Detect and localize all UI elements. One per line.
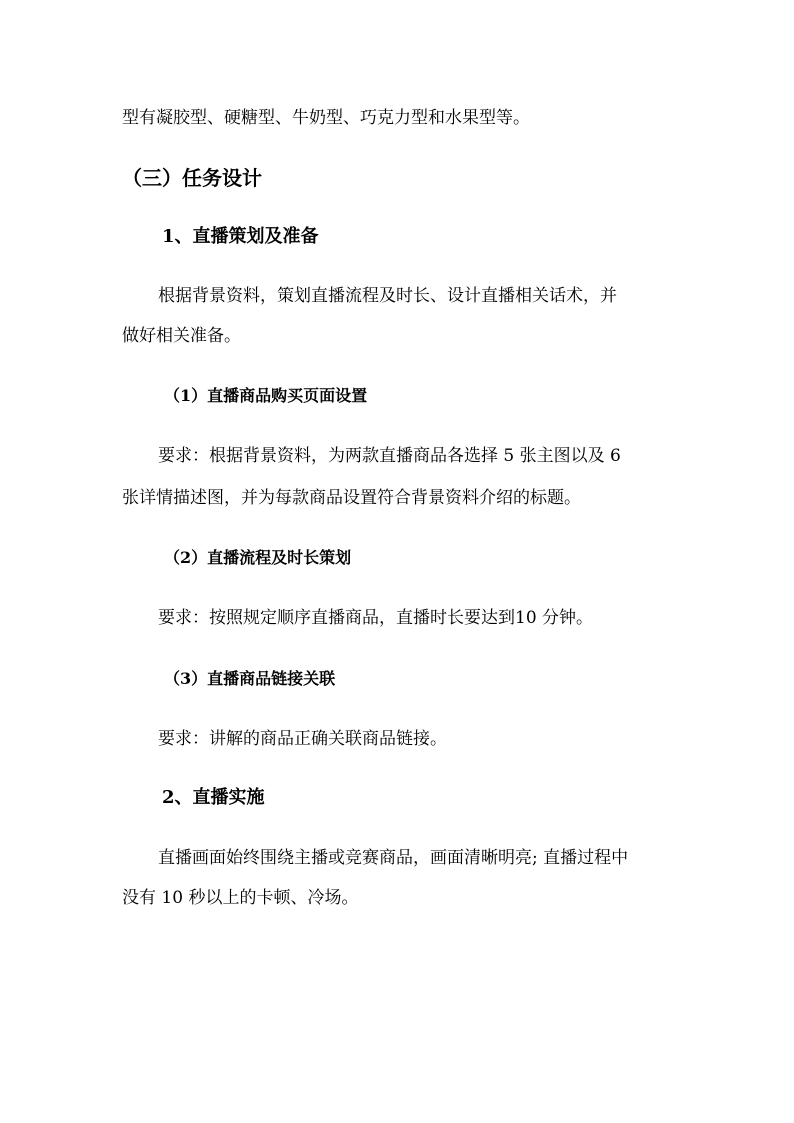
paragraph-line: 直播画面始终围绕主播或竞赛商品，画面清晰明亮; 直播过程中 xyxy=(158,848,629,868)
subheading-1-2: （2）直播流程及时长策划 xyxy=(164,548,352,567)
paragraph-line: 要求：讲解的商品正确关联商品链接。 xyxy=(158,729,447,749)
subheading-1: 1、直播策划及准备 xyxy=(162,226,319,247)
paragraph-line: 做好相关准备。 xyxy=(122,326,241,346)
subheading-2: 2、直播实施 xyxy=(162,787,265,808)
paragraph-line: 要求：按照规定顺序直播商品，直播时长要达到10 分钟。 xyxy=(158,608,594,628)
subheading-1-3: （3）直播商品链接关联 xyxy=(164,669,336,688)
paragraph-line: 没有 10 秒以上的卡顿、冷场。 xyxy=(122,888,359,908)
section-heading: （三）任务设计 xyxy=(122,166,262,190)
paragraph-line: 根据背景资料，策划直播流程及时长、设计直播相关话术，并 xyxy=(158,286,617,306)
paragraph-continuation: 型有凝胶型、硬糖型、牛奶型、巧克力型和水果型等。 xyxy=(122,108,530,128)
paragraph-line: 张详情描述图，并为每款商品设置符合背景资料介绍的标题。 xyxy=(122,488,581,508)
paragraph-line: 要求：根据背景资料，为两款直播商品各选择 5 张主图以及 6 xyxy=(158,446,621,466)
subheading-1-1: （1）直播商品购买页面设置 xyxy=(164,386,368,405)
